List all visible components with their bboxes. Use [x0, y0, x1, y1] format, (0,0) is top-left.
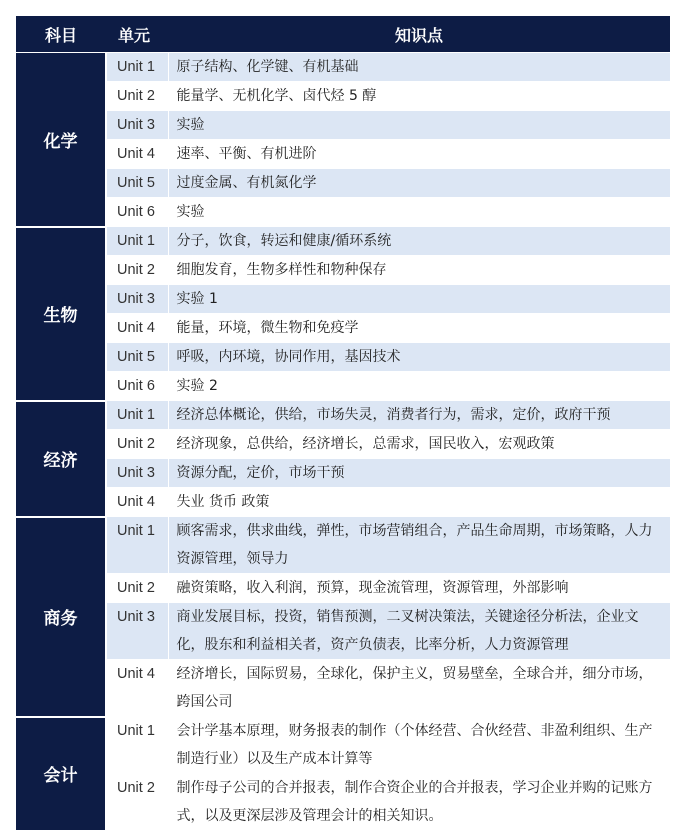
table-row	[16, 314, 670, 343]
header-row	[16, 16, 670, 53]
table-row	[16, 401, 670, 430]
topic-cell: 实验	[168, 198, 670, 227]
topic-cell: 实验 2	[168, 372, 670, 401]
topic-cell: 顾客需求，供求曲线，弹性，市场营销组合，产品生命周期，市场策略，人力资源管理，领导力	[168, 517, 670, 574]
table-row	[16, 285, 670, 314]
unit-cell: Unit 3	[106, 111, 168, 140]
unit-cell: Unit 5	[106, 169, 168, 198]
topic-cell: 原子结构、化学键、有机基础	[168, 53, 670, 82]
curriculum-table	[16, 16, 670, 832]
header-subject: 科目	[16, 16, 106, 53]
topic-cell: 能量，环境，微生物和免疫学	[168, 314, 670, 343]
topic-cell: 呼吸，内环境，协同作用，基因技术	[168, 343, 670, 372]
unit-cell: Unit 6	[106, 198, 168, 227]
table-row	[16, 574, 670, 603]
topic-cell: 分子，饮食，转运和健康/循环系统	[168, 227, 670, 256]
unit-cell: Unit 1	[106, 401, 168, 430]
topic-cell: 资源分配，定价，市场干预	[168, 459, 670, 488]
topic-cell: 融资策略，收入利润，预算，现金流管理，资源管理，外部影响	[168, 574, 670, 603]
unit-cell: Unit 2	[106, 82, 168, 111]
table-row	[16, 53, 670, 82]
unit-cell: Unit 1	[106, 227, 168, 256]
unit-cell: Unit 4	[106, 488, 168, 517]
table-row	[16, 717, 670, 774]
topic-cell: 商业发展目标，投资，销售预测，二叉树决策法，关键途径分析法，企业文化，股东和利益相关者，资产负债表，比率分析，人力资源管理	[168, 603, 670, 660]
table-row	[16, 198, 670, 227]
unit-cell: Unit 2	[106, 430, 168, 459]
subject-cell-accounting: 会计	[16, 717, 106, 831]
unit-cell: Unit 3	[106, 285, 168, 314]
topic-cell: 经济现象，总供给，经济增长，总需求，国民收入，宏观政策	[168, 430, 670, 459]
table-row	[16, 774, 670, 831]
topic-cell: 会计学基本原理，财务报表的制作（个体经营、合伙经营、非盈利组织、生产制造行业）以及生产成本计算等	[168, 717, 670, 774]
unit-cell: Unit 1	[106, 517, 168, 574]
table-row	[16, 111, 670, 140]
header-topics: 知识点	[168, 16, 670, 53]
table-row	[16, 227, 670, 256]
topic-cell: 实验	[168, 111, 670, 140]
unit-cell: Unit 2	[106, 256, 168, 285]
unit-cell: Unit 1	[106, 717, 168, 774]
unit-cell: Unit 3	[106, 459, 168, 488]
table-row	[16, 372, 670, 401]
table-row	[16, 660, 670, 717]
topic-cell: 经济增长，国际贸易，全球化，保护主义，贸易壁垒，全球合并，细分市场，跨国公司	[168, 660, 670, 717]
table-row	[16, 169, 670, 198]
topic-cell: 实验 1	[168, 285, 670, 314]
unit-cell: Unit 1	[106, 53, 168, 82]
curriculum-table-container	[16, 16, 670, 832]
table-row	[16, 488, 670, 517]
unit-cell: Unit 2	[106, 574, 168, 603]
subject-cell-biology: 生物	[16, 227, 106, 401]
header-unit: 单元	[106, 16, 168, 53]
topic-cell: 能量学、无机化学、卤代烃 5 醇	[168, 82, 670, 111]
table-row	[16, 517, 670, 574]
topic-cell: 过度金属、有机氮化学	[168, 169, 670, 198]
unit-cell: Unit 2	[106, 774, 168, 831]
unit-cell: Unit 4	[106, 660, 168, 717]
unit-cell: Unit 3	[106, 603, 168, 660]
topic-cell: 制作母子公司的合并报表，制作合资企业的合并报表，学习企业并购的记账方式，以及更深层涉及管理会计的相关知识。	[168, 774, 670, 831]
unit-cell: Unit 4	[106, 140, 168, 169]
unit-cell: Unit 4	[106, 314, 168, 343]
table-row	[16, 603, 670, 660]
topic-cell: 速率、平衡、有机进阶	[168, 140, 670, 169]
subject-cell-business: 商务	[16, 517, 106, 717]
topic-cell: 经济总体概论，供给，市场失灵，消费者行为，需求，定价，政府干预	[168, 401, 670, 430]
topic-cell: 失业 货币 政策	[168, 488, 670, 517]
subject-cell-chemistry: 化学	[16, 53, 106, 227]
table-row	[16, 256, 670, 285]
table-row	[16, 430, 670, 459]
topic-cell: 细胞发育，生物多样性和物种保存	[168, 256, 670, 285]
unit-cell: Unit 5	[106, 343, 168, 372]
unit-cell: Unit 6	[106, 372, 168, 401]
table-row	[16, 459, 670, 488]
table-row	[16, 140, 670, 169]
table-row	[16, 82, 670, 111]
table-row	[16, 343, 670, 372]
subject-cell-economics: 经济	[16, 401, 106, 517]
